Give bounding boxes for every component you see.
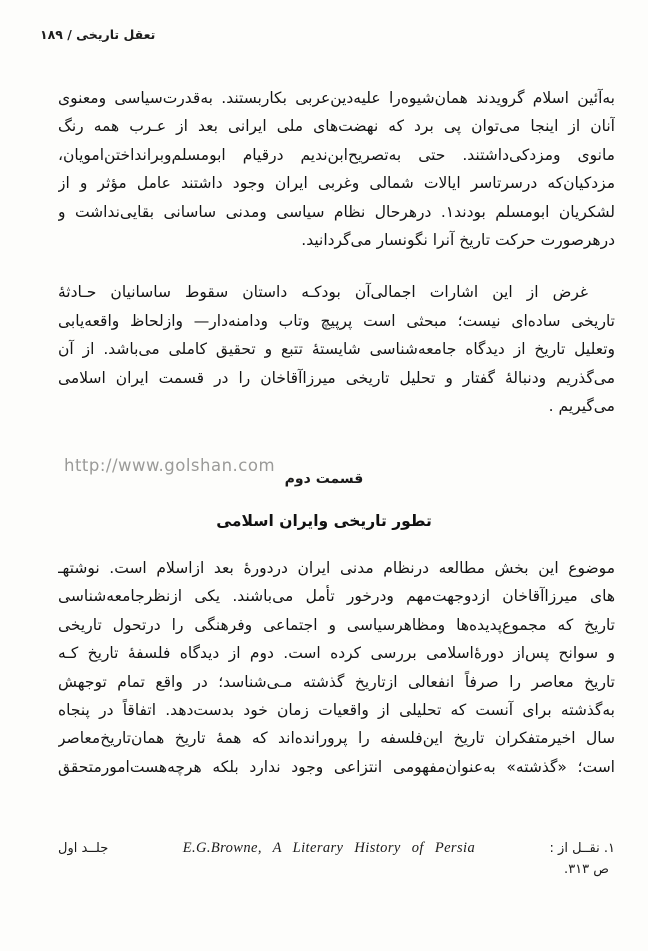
text-line: می‌گیریم . xyxy=(548,397,615,416)
footnote-line-1 xyxy=(58,840,615,857)
text-line: می‌گذریم ودنبالهٔ گفتار و تحلیل تاریخی میرزاآقاخان را در قسمت ایران اسلامی xyxy=(58,368,615,387)
footnote-page-number: ص ۳۱۳. xyxy=(564,862,609,877)
text-line: به‌آئین اسلام گرویدند همان‌شیوه‌را علیه‌دین‌عربی بکاربستند. به‌قدرت‌سیاسی ومعنوی xyxy=(58,89,615,107)
text-line: سال اخیرمتفکران تاریخ این‌فلسفه را پرورانده‌اند که همهٔ تاریخ همان‌تاریخ‌معاصر xyxy=(58,729,615,748)
paragraph xyxy=(58,278,615,420)
running-header: تعقل تاریخی / ۱۸۹ xyxy=(40,27,156,42)
footnote-volume: جلــد اول xyxy=(58,841,109,856)
paragraph xyxy=(58,84,615,254)
text-line: است؛ «گذشته» به‌عنوان‌مفهومی انتزاعی وجود ندارد بلکه هرچه‌هست‌امورمتحقق xyxy=(58,757,615,776)
text-line: مزدکیان‌که درسرتاسر ایالات شمالی وغربی ایران وجود داشتند عامل مؤثر و از xyxy=(58,174,615,193)
text-line: های میرزاآقاخان ازدوجهت‌مهم ودرخور تأمل می‌باشند. یکی ازنظرجامعه‌شناسی xyxy=(58,587,615,606)
second-text-block xyxy=(58,554,615,781)
text-line: آنان از اینجا می‌توان پی برد که نهضت‌های ملی ایرانی بعد از عـرب همه رنگ xyxy=(58,117,615,136)
text-line: وتعلیل تاریخ از دیدگاه جامعه‌شناسی شایستهٔ تتبع و تحقیق کاملی می‌باشد. از آن xyxy=(58,340,615,359)
main-text-block xyxy=(58,84,615,420)
text-line: تاریخ معاصر را صرفاً انفعالی ازتاریخ گذشته مـی‌شناسد؛ در واقع تمام توجهش xyxy=(58,672,615,691)
footnote-marker: ۱. نقــل از : xyxy=(549,841,615,856)
text-line: غرض از این اشارات اجمالی‌آن بودکـه داستان سقوط ساسانیان حـادثهٔ xyxy=(58,283,588,302)
text-line: تاریخی ساده‌ای نیست؛ مبحثی است پرپیچ وتاب ودامنه‌دار— وازلحاظ واقعه‌یابی xyxy=(58,311,615,330)
paragraph xyxy=(58,554,615,781)
watermark-url: http://www.golshan.com xyxy=(64,456,276,475)
text-line: لشکریان ابومسلم بودند۱. درهرحال نظام سیاسی ومدنی ساسانی بقایی‌نداشت و xyxy=(58,202,615,221)
text-line: و سوانح پس‌از دورهٔ‌اسلامی بررسی کرده است. دوم از دیدگاه فلسفهٔ تاریخ کـه xyxy=(58,644,615,663)
text-line: موضوع این بخش مطالعه درنظام مدنی ایران دردورهٔ بعد ازاسلام است. نوشتهـ xyxy=(58,559,615,577)
text-line: تاریخ که مجموع‌پدیده‌ها ومظاهرسیاسی و اجتماعی وفرهنگی را درتحول تاریخی xyxy=(58,615,615,634)
footnote xyxy=(58,840,615,877)
footnote-reference-english: E.G.Browne, A Literary History of Persia xyxy=(182,840,476,856)
subsection-heading: تطور تاریخی وایران اسلامی xyxy=(216,512,432,530)
text-line: درهرصورت حرکت تاریخ آنرا نگونسار می‌گردانید. xyxy=(301,231,615,250)
section-heading: قسمت دوم xyxy=(284,471,364,487)
text-line: مانوی ومزدکی‌داشتند. حتی به‌تصریح‌ابن‌ندیم درقیام ابومسلم‌وبرانداختن‌امویان، xyxy=(58,145,615,164)
text-line: به‌گذشته برای آنست که تحلیلی از واقعیات زمان خود بدست‌دهد. اتفاقاً در پنجاه xyxy=(58,701,615,720)
